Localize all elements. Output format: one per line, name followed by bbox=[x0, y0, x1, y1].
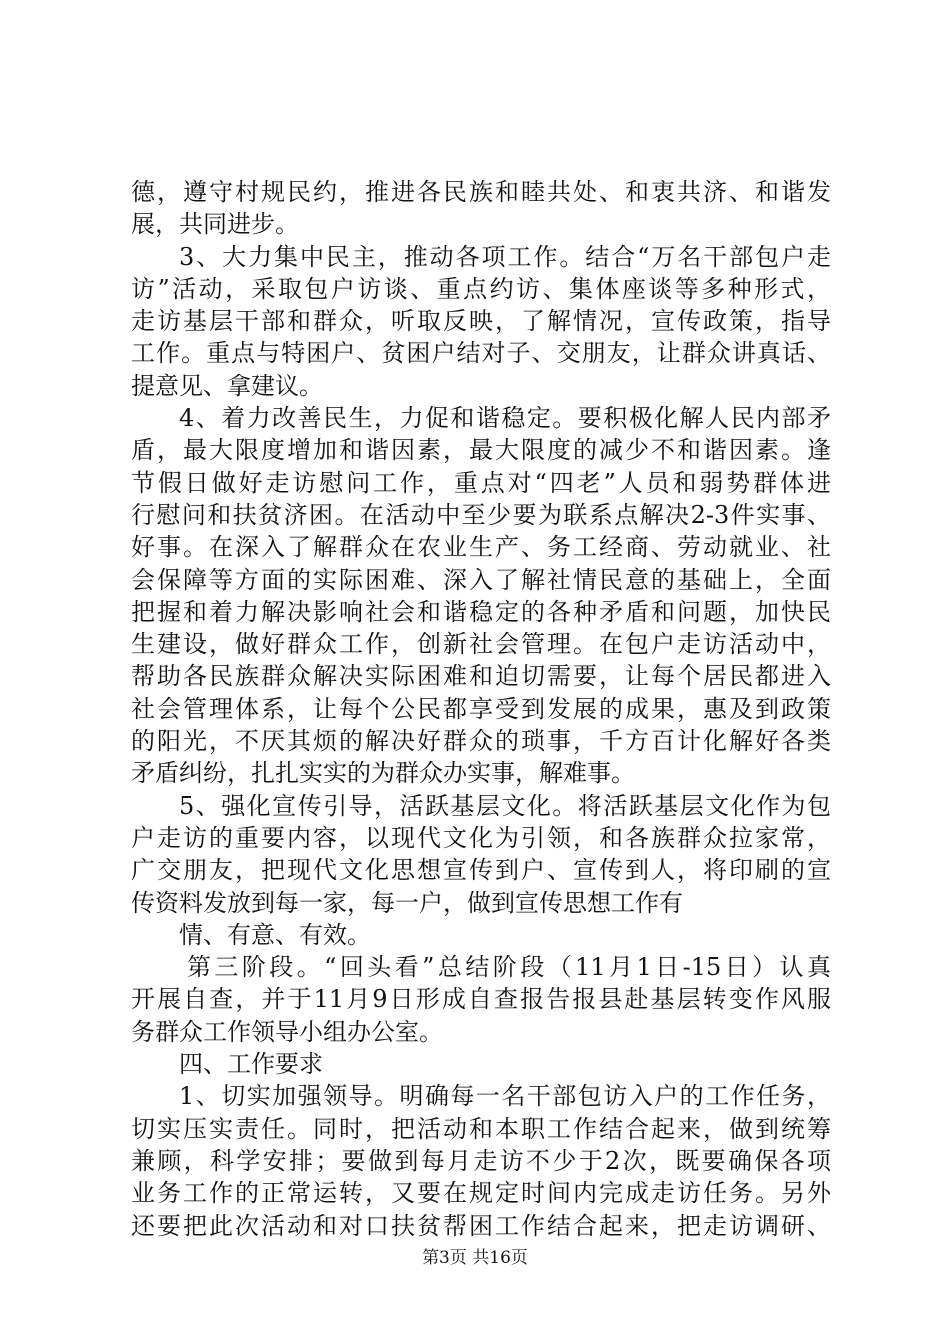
text-line: 4、着力改善民生，力促和谐稳定。要积极化解人民内部矛 bbox=[179, 404, 831, 433]
text-line: 四、工作要求 bbox=[179, 1050, 323, 1079]
text-line: 第三阶段。“回头看”总结阶段（11月1日-15日）认真 bbox=[187, 953, 831, 982]
text-line: 盾，最大限度增加和谐因素，最大限度的减少不和谐因素。逢 bbox=[131, 436, 831, 465]
document-body bbox=[131, 176, 831, 1242]
text-line: 帮助各民族群众解决实际困难和迫切需要，让每个居民都进入 bbox=[131, 662, 831, 691]
text-line: 开展自查，并于11月9日形成自查报告报县赴基层转变作风服 bbox=[131, 985, 831, 1014]
text-line: 矛盾纠纷，扎扎实实的为群众办实事，解难事。 bbox=[131, 759, 635, 788]
text-line: 把握和着力解决影响社会和谐稳定的各种矛盾和问题，加快民 bbox=[131, 597, 831, 626]
text-line: 会保障等方面的实际困难、深入了解社情民意的基础上，全面 bbox=[131, 565, 831, 594]
text-line: 工作。重点与特困户、贫困户结对子、交朋友，让群众讲真话、 bbox=[131, 339, 831, 368]
text-line: 还要把此次活动和对口扶贫帮困工作结合起来，把走访调研、 bbox=[131, 1211, 831, 1240]
text-line: 生建设，做好群众工作，创新社会管理。在包户走访活动中， bbox=[131, 630, 831, 659]
text-line: 务群众工作领导小组办公室。 bbox=[131, 1017, 443, 1046]
text-line: 情、有意、有效。 bbox=[179, 920, 371, 949]
text-line: 1、切实加强领导。明确每一名干部包访入户的工作任务， bbox=[179, 1082, 831, 1111]
text-line: 传资料发放到每一家，每一户，做到宣传思想工作有 bbox=[131, 888, 683, 917]
text-line: 好事。在深入了解群众在农业生产、务工经商、劳动就业、社 bbox=[131, 533, 831, 562]
text-line: 提意见、拿建议。 bbox=[131, 371, 323, 400]
text-line: 户走访的重要内容，以现代文化为引领，和各族群众拉家常， bbox=[131, 823, 831, 852]
page-footer: 第3页 共16页 bbox=[422, 1248, 528, 1268]
text-line: 社会管理体系，让每个公民都享受到发展的成果，惠及到政策 bbox=[131, 694, 831, 723]
text-line: 切实压实责任。同时，把活动和本职工作结合起来，做到统筹 bbox=[131, 1114, 831, 1143]
text-line: 业务工作的正常运转，又要在规定时间内完成走访任务。另外 bbox=[131, 1179, 831, 1208]
text-line: 的阳光，不厌其烦的解决好群众的琐事，千方百计化解好各类 bbox=[131, 727, 831, 756]
text-line: 德，遵守村规民约，推进各民族和睦共处、和衷共济、和谐发 bbox=[131, 178, 831, 206]
text-line: 3、大力集中民主，推动各项工作。结合“万名干部包户走 bbox=[179, 242, 831, 271]
text-line: 广交朋友，把现代文化思想宣传到户、宣传到人，将印刷的宣 bbox=[131, 856, 831, 885]
text-line: 走访基层干部和群众，听取反映，了解情况，宣传政策，指导 bbox=[131, 307, 831, 336]
text-line: 访”活动，采取包户访谈、重点约访、集体座谈等多种形式， bbox=[131, 274, 831, 303]
text-line: 行慰问和扶贫济困。在活动中至少要为联系点解决2-3件实事、 bbox=[131, 500, 831, 529]
text-line: 兼顾，科学安排；要做到每月走访不少于2次，既要确保各项 bbox=[131, 1146, 831, 1175]
text-line: 节假日做好走访慰问工作，重点对“四老”人员和弱势群体进 bbox=[131, 468, 831, 497]
text-line: 展，共同进步。 bbox=[131, 210, 299, 239]
text-line: 5、强化宣传引导，活跃基层文化。将活跃基层文化作为包 bbox=[179, 791, 831, 820]
